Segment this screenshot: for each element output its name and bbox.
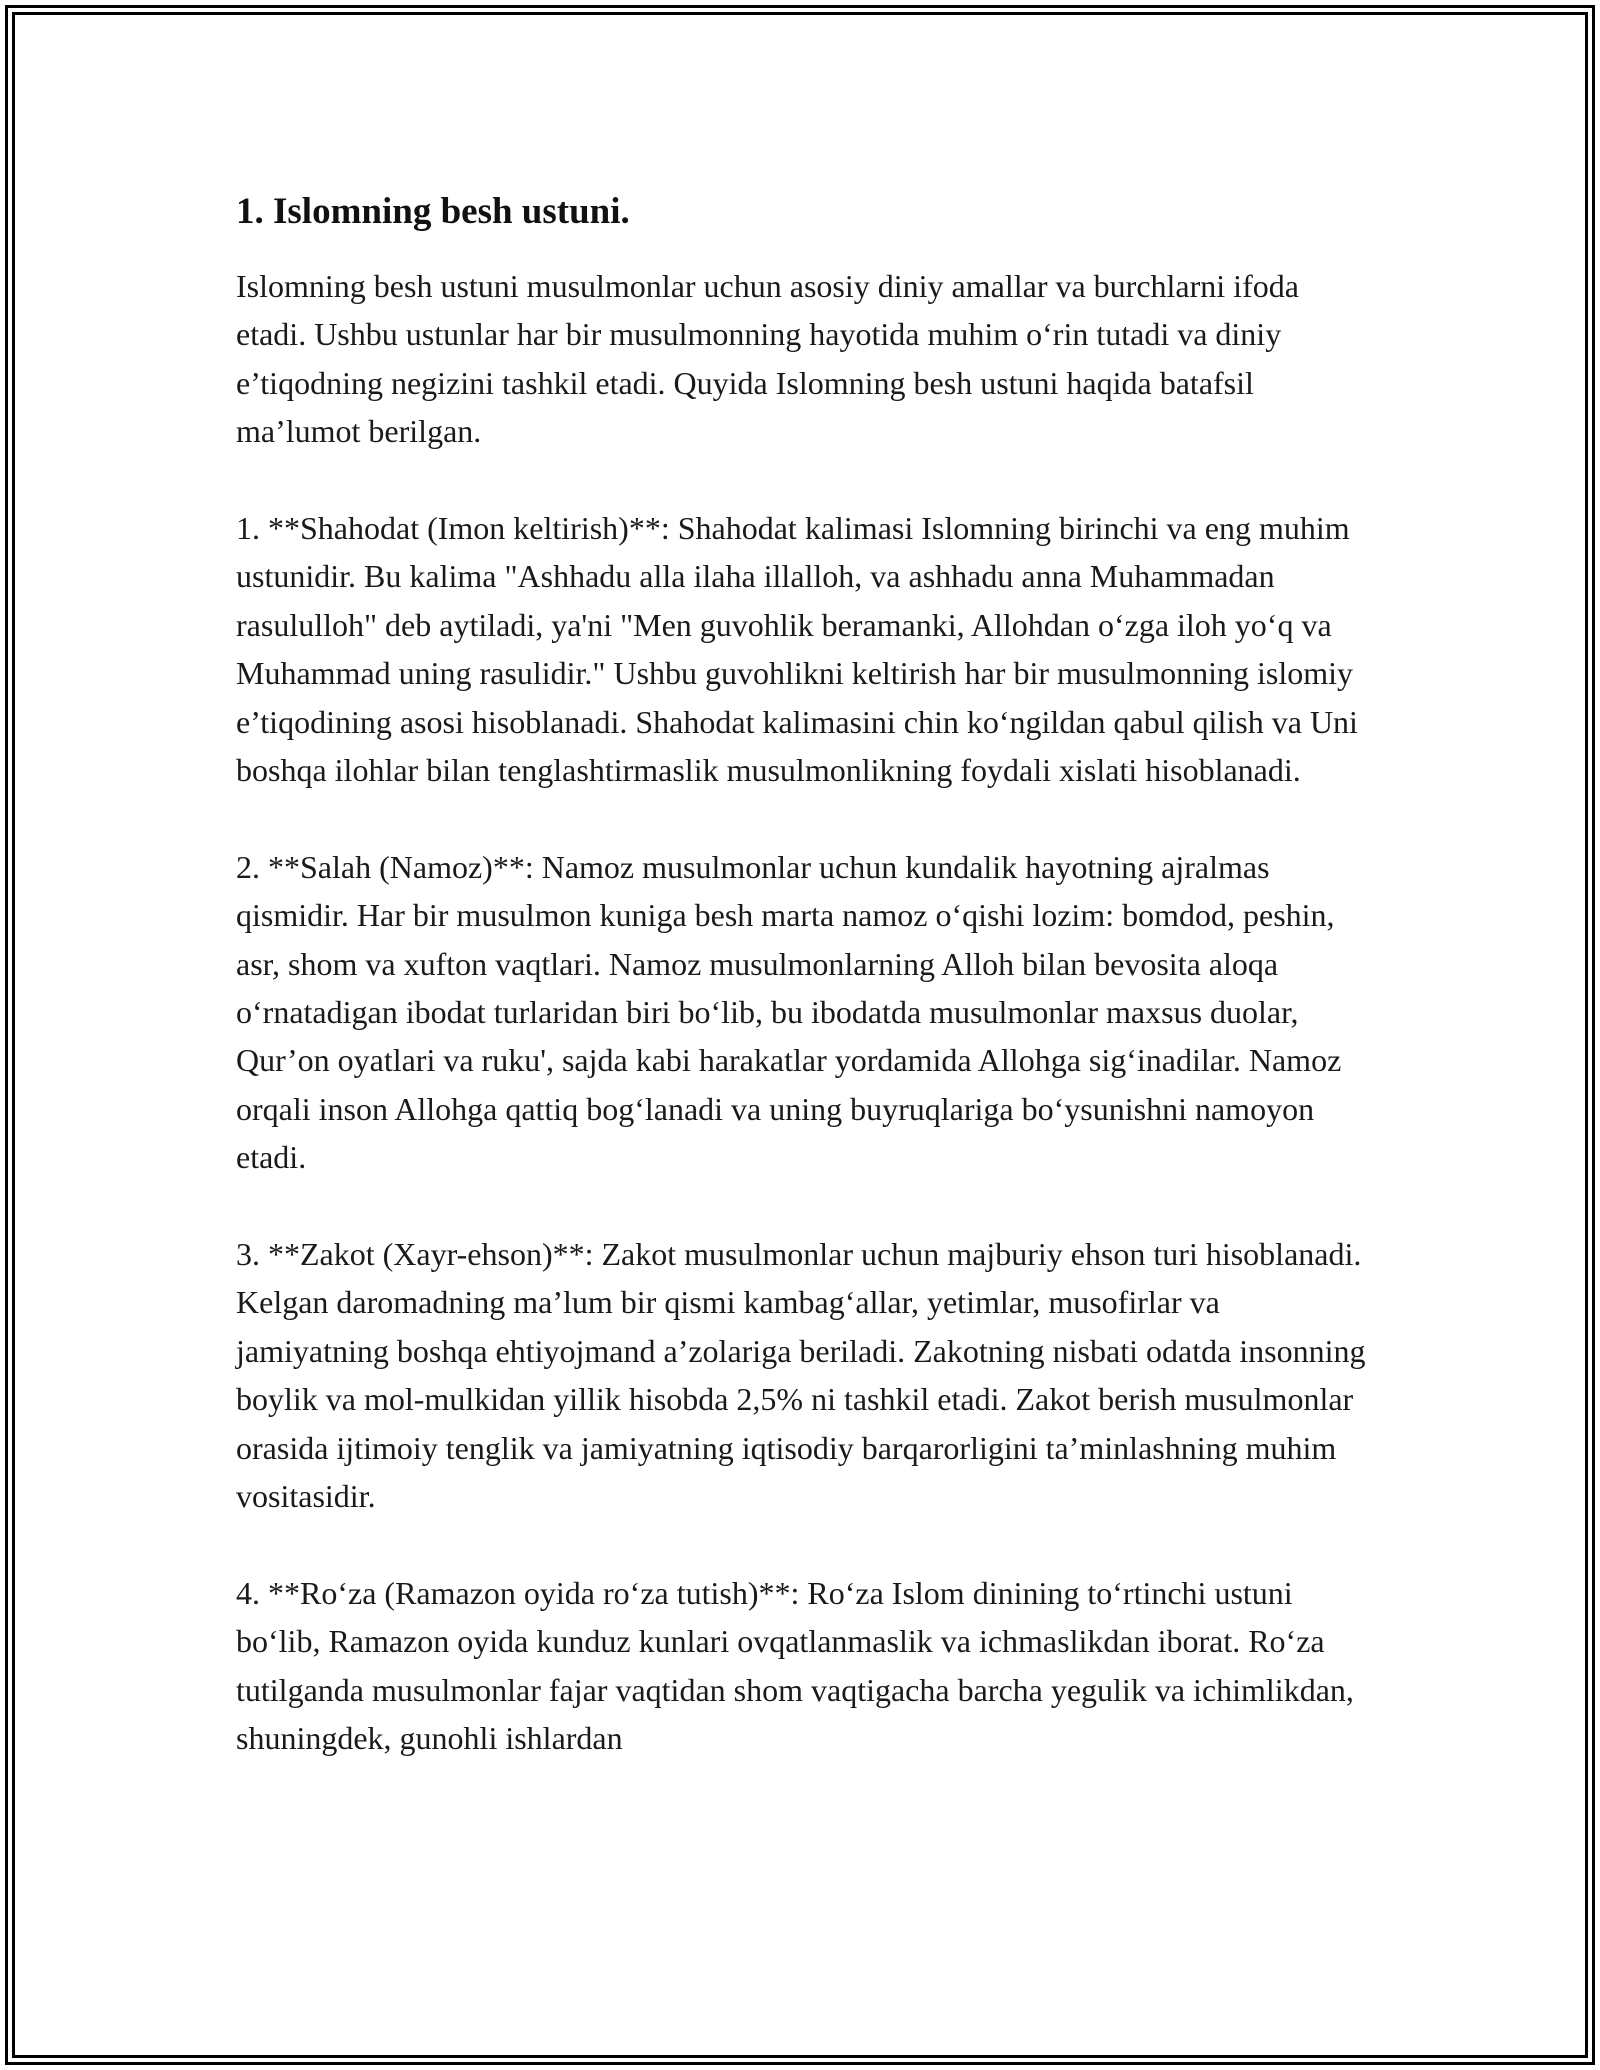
intro-paragraph: Islomning besh ustuni musulmonlar uchun asosiy diniy amallar va burchlarni ifoda etadi. Ushbu ustunlar har bir musulmonning hayotida muhim o‘rin tutadi va diniy e’tiqodning negizini tashkil etadi. Quyida Islomning besh ustuni haqida batafsil ma’lumot berilgan.	[236, 268, 1299, 450]
pillar-paragraph-roza: 4. **Ro‘za (Ramazon oyida ro‘za tutish)**: Ro‘za Islom dinining to‘rtinchi ustuni bo‘lib, Ramazon oyida kunduz kunlari ovqatlanmaslik va ichmaslikdan iborat. Ro‘za tutilganda musulmonlar fajar vaqtidan shom vaqtigacha barcha yegulik va ichimlikdan, shuningdek, gunohli ishlardan	[236, 1574, 1354, 1757]
document-body	[236, 186, 1366, 1763]
pillar-paragraph-shahodat: 1. **Shahodat (Imon keltirish)**: Shahodat kalimasi Islomning birinchi va eng muhim ustunidir. Bu kalima "Ashhadu alla ilaha illalloh, va ashhadu anna Muhammadan rasululloh" deb aytiladi, ya'ni "Men guvohlik beramanki, Allohdan o‘zga iloh yo‘q va Muhammad uning rasulidir." Ushbu guvohlikni keltirish har bir musulmonning islomiy e’tiqodining asosi hisoblanadi. Shahodat kalimasini chin ko‘ngildan qabul qilish va Uni boshqa ilohlar bilan tenglashtirmaslik musulmonlikning foydali xislati hisoblanadi.	[236, 510, 1358, 789]
section-heading: 1. Islomning besh ustuni.	[236, 191, 630, 232]
pillar-paragraph-zakot: 3. **Zakot (Xayr-ehson)**: Zakot musulmonlar uchun majburiy ehson turi hisoblanadi. Kelgan daromadning ma’lum bir qismi kambag‘allar, yetimlar, musofirlar va jamiyatning boshqa ehtiyojmand a’zolariga beriladi. Zakotning nisbati odatda insonning boylik va mol-mulkidan yillik hisobda 2,5% ni tashkil etadi. Zakot berish musulmonlar orasida ijtimoiy tenglik va jamiyatning iqtisodiy barqarorligini ta’minlashning muhim vositasidir.	[236, 1236, 1366, 1515]
pillar-paragraph-salah: 2. **Salah (Namoz)**: Namoz musulmonlar uchun kundalik hayotning ajralmas qismidir. Har bir musulmon kuniga besh marta namoz o‘qishi lozim: bomdod, peshin, asr, shom va xufton vaqtlari. Namoz musulmonlarning Alloh bilan bevosita aloqa o‘rnatadigan ibodat turlaridan biri bo‘lib, bu ibodatda musulmonlar maxsus duolar, Qur’on oyatlari va ruku', sajda kabi harakatlar yordamida Allohga sig‘inadilar. Namoz orqali inson Allohga qattiq bog‘lanadi va uning buyruqlariga bo‘ysunishni namoyon etadi.	[236, 848, 1342, 1176]
